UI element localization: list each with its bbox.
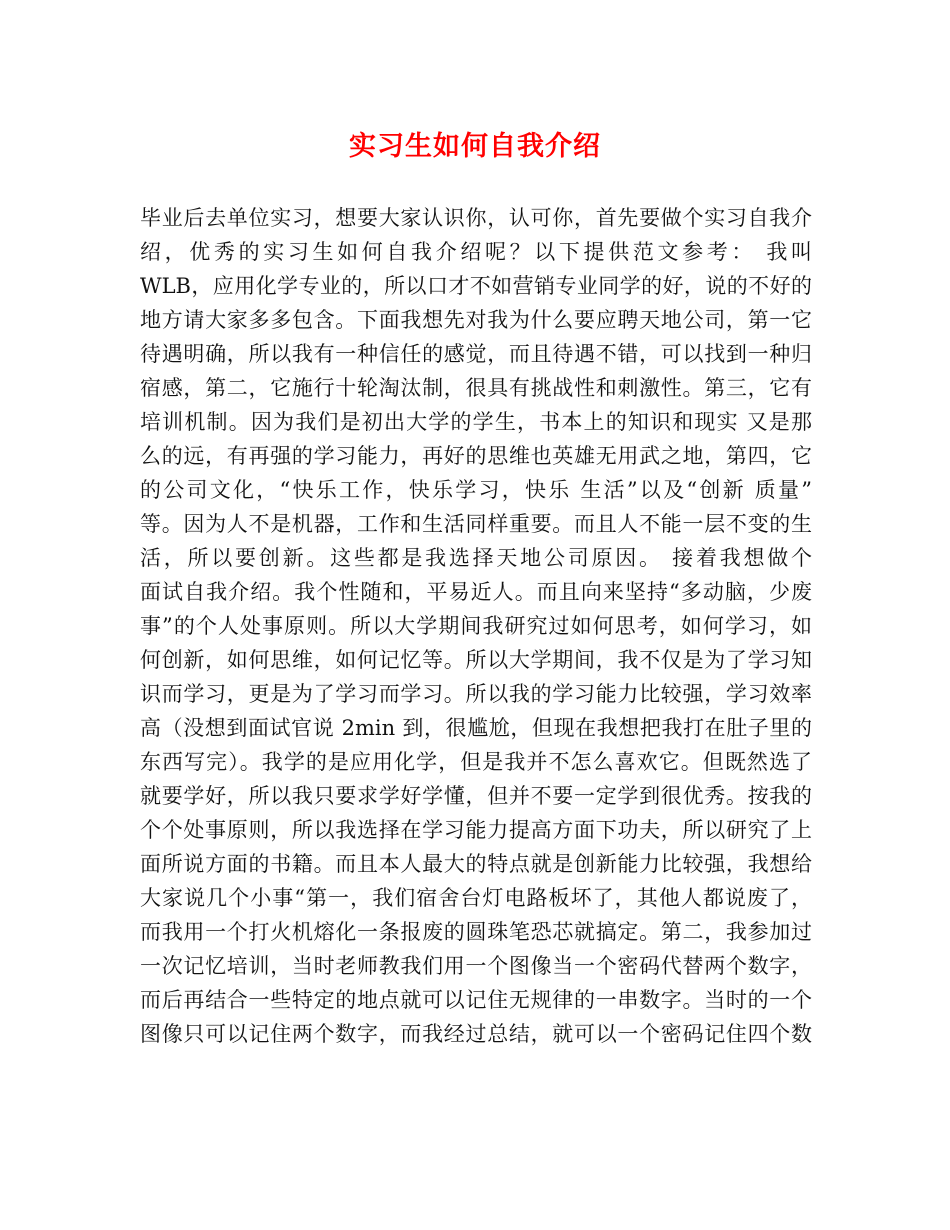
body-line: 毕业后去单位实习，想要大家认识你，认可你，首先要做个实习自我介 xyxy=(140,206,812,230)
body-line: 活，所以要创新。这些都是我选择天地公司原因。 接着我想做个 xyxy=(140,546,812,570)
body-line: 图像只可以记住两个数字，而我经过总结，就可以一个密码记住四个数 xyxy=(140,1022,812,1046)
body-line: 高（没想到面试官说 2min 到，很尴尬，但现在我想把我打在肚子里的 xyxy=(140,716,812,740)
body-line: WLB，应用化学专业的，所以口才不如营销专业同学的好，说的不好的 xyxy=(140,274,812,298)
body-line: 识而学习，更是为了学习而学习。所以我的学习能力比较强，学习效率 xyxy=(140,682,812,706)
body-line: 一次记忆培训，当时老师教我们用一个图像当一个密码代替两个数字， xyxy=(140,954,812,978)
body-line: 大家说几个小事“第一，我们宿舍台灯电路板坏了，其他人都说废了， xyxy=(140,886,812,910)
body-line: 的公司文化，“快乐工作，快乐学习，快乐 生活”以及“创新 质量” xyxy=(140,478,812,502)
body-line: 等。因为人不是机器，工作和生活同样重要。而且人不能一层不变的生 xyxy=(140,512,812,536)
body-line: 宿感，第二，它施行十轮淘汰制，很具有挑战性和刺激性。第三，它有 xyxy=(140,376,812,400)
body-line: 事”的个人处事原则。所以大学期间我研究过如何思考，如何学习，如 xyxy=(140,614,812,638)
body-line: 何创新，如何思维，如何记忆等。所以大学期间，我不仅是为了学习知 xyxy=(140,648,812,672)
body-line: 么的远，有再强的学习能力，再好的思维也英雄无用武之地，第四，它 xyxy=(140,444,812,468)
body-line: 面试自我介绍。我个性随和，平易近人。而且向来坚持“多动脑，少废 xyxy=(140,580,812,604)
body-line: 而后再结合一些特定的地点就可以记住无规律的一串数字。当时的一个 xyxy=(140,988,812,1012)
document-title: 实习生如何自我介绍 xyxy=(349,131,601,162)
body-line: 待遇明确，所以我有一种信任的感觉，而且待遇不错，可以找到一种归 xyxy=(140,342,812,366)
body-line: 就要学好，所以我只要求学好学懂，但并不要一定学到很优秀。按我的 xyxy=(140,784,812,808)
body-line: 地方请大家多多包含。下面我想先对我为什么要应聘天地公司，第一它 xyxy=(140,308,812,332)
body-line: 绍，优秀的实习生如何自我介绍呢？以下提供范文参考： 我叫 xyxy=(140,240,812,264)
body-line: 东西写完）。我学的是应用化学，但是我并不怎么喜欢它。但既然选了 xyxy=(140,750,812,774)
document-body xyxy=(140,201,812,1051)
body-line: 面所说方面的书籍。而且本人最大的特点就是创新能力比较强，我想给 xyxy=(140,852,812,876)
body-line: 培训机制。因为我们是初出大学的学生，书本上的知识和现实 又是那 xyxy=(140,410,812,434)
body-line: 而我用一个打火机熔化一条报废的圆珠笔恐芯就搞定。第二，我参加过 xyxy=(140,920,812,944)
body-line: 个个处事原则，所以我选择在学习能力提高方面下功夫，所以研究了上 xyxy=(140,818,812,842)
